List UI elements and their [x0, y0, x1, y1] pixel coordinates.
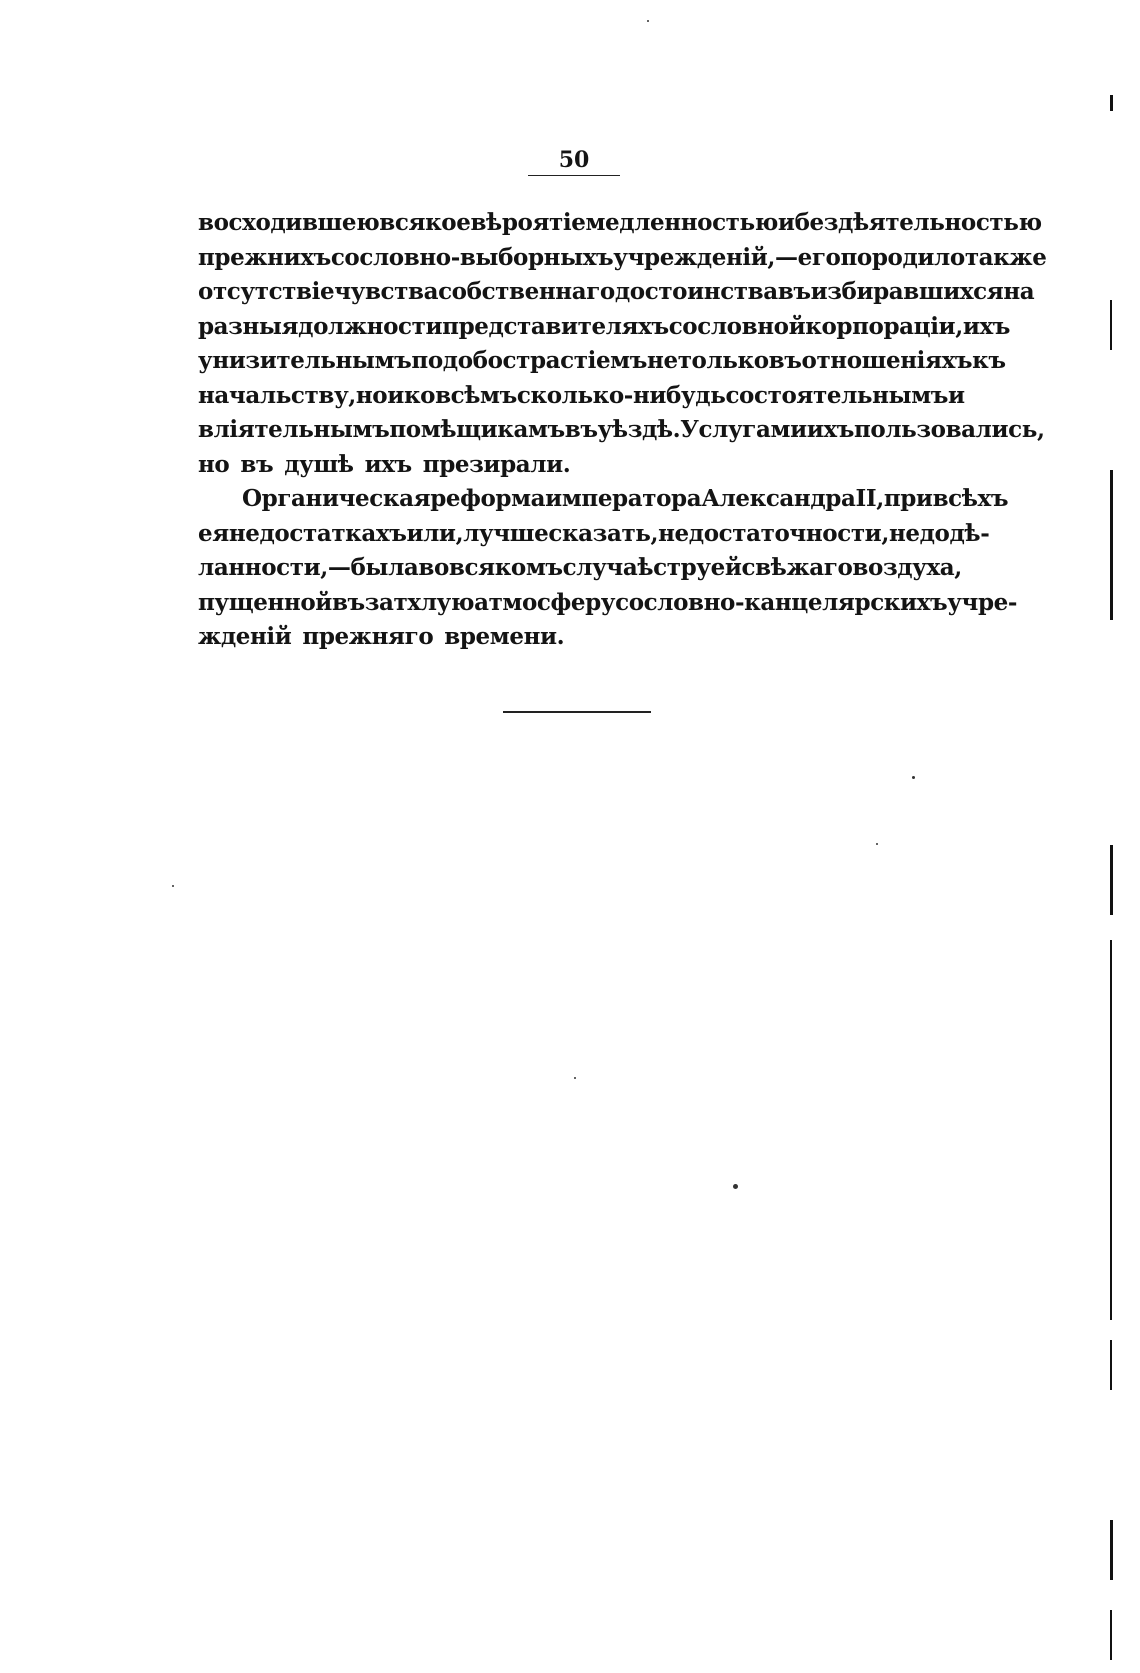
word: въ: [768, 347, 802, 374]
word: недодѣ-: [888, 519, 990, 547]
word: и: [387, 381, 404, 409]
text-line: [198, 586, 1018, 621]
word: лучше: [463, 519, 549, 547]
word: воздуха,: [852, 554, 962, 581]
word: избиравшихся: [810, 278, 1004, 305]
word: учре-: [947, 588, 1018, 616]
word: не: [647, 347, 678, 374]
scan-edge-mark: [1110, 845, 1113, 915]
word: ланности,: [198, 554, 328, 581]
word: всѣмъ: [435, 381, 517, 409]
word: только: [677, 347, 769, 374]
scan-edge-mark: [1110, 300, 1112, 350]
word: II,: [855, 485, 884, 512]
word: ко: [403, 381, 436, 409]
word: реформа: [430, 485, 546, 512]
word: сколько-нибудь: [516, 381, 726, 409]
word: во: [418, 554, 449, 581]
word: струей: [653, 554, 742, 581]
word: Услугами: [680, 416, 807, 443]
word: пущенной: [198, 588, 332, 616]
word: ихъ: [806, 416, 854, 443]
word: но: [198, 450, 230, 478]
word: ея: [198, 519, 229, 547]
text-line: [198, 482, 1009, 517]
word: должности: [298, 312, 443, 340]
word: отношеніяхъ: [801, 347, 973, 374]
word: —: [327, 554, 351, 581]
section-end-rule: [503, 711, 651, 713]
word: жденій: [198, 623, 292, 650]
scan-edge-mark: [1110, 940, 1112, 1320]
word: также: [964, 243, 1047, 271]
scan-speck: [647, 20, 649, 22]
word: сословно-выборныхъ: [330, 243, 614, 271]
scan-speck: [733, 1184, 738, 1189]
word: Александра: [701, 485, 856, 512]
word: и: [777, 209, 795, 236]
scan-speck: [912, 776, 915, 779]
word: сословно-канцелярскихъ: [615, 588, 948, 616]
word: уѣздѣ.: [597, 416, 681, 443]
word: презирали.: [422, 450, 571, 478]
word: ихъ: [364, 450, 412, 478]
word: всякое: [379, 209, 471, 236]
word: недостаткахъ: [228, 519, 407, 547]
word: отсутствіе: [198, 278, 335, 305]
word: корпораціи,: [805, 312, 963, 340]
word: была: [350, 554, 419, 581]
word: породило: [840, 243, 965, 271]
text-line: [198, 206, 1042, 241]
text-line: [198, 241, 1047, 276]
text-line: [198, 275, 1035, 310]
scan-edge-mark: [1110, 1340, 1112, 1390]
text-line: [198, 310, 1011, 345]
word: состоятельнымъ: [725, 381, 949, 409]
word: или,: [406, 519, 464, 547]
word: но: [355, 381, 388, 409]
word: вліятельнымъ: [198, 416, 390, 443]
word: Органическая: [242, 485, 431, 512]
word: помѣщикамъ: [389, 416, 565, 443]
word: пользовались,: [853, 416, 1045, 443]
page-number-underline: [528, 175, 620, 176]
word: на: [1003, 278, 1035, 305]
scan-speck: [172, 885, 174, 887]
word: представителяхъ: [442, 312, 669, 340]
word: и: [948, 381, 965, 409]
scan-edge-mark: [1110, 95, 1113, 111]
body-text: [198, 206, 1047, 655]
paragraph: [198, 482, 1018, 655]
scan-edge-mark: [1110, 1610, 1112, 1660]
word: прежнихъ: [198, 243, 331, 271]
word: начальству,: [198, 381, 356, 409]
word: атмосферу: [474, 588, 616, 616]
word: недостаточности,: [658, 519, 889, 547]
word: къ: [972, 347, 1006, 374]
word: при: [883, 485, 933, 512]
word: сказать,: [548, 519, 659, 547]
word: бездѣятельностью: [794, 209, 1042, 236]
word: разныя: [198, 312, 299, 340]
text-line: [198, 551, 962, 586]
word: достоинства: [614, 278, 778, 305]
word: вѣроятіе: [470, 209, 586, 236]
text-line: [198, 379, 965, 414]
word: учрежденій,—его: [613, 243, 841, 271]
page-number: 50: [558, 147, 590, 173]
text-line: [198, 344, 1006, 379]
word: въ: [331, 588, 365, 616]
word: всякомъ: [448, 554, 563, 581]
word: прежняго: [302, 623, 434, 650]
paragraph: [198, 206, 1047, 482]
word: въ: [240, 450, 274, 478]
word: свѣжаго: [741, 554, 853, 581]
word: душѣ: [284, 450, 354, 478]
word: императора: [545, 485, 702, 512]
text-line: [198, 620, 950, 655]
scan-edge-mark: [1110, 1520, 1113, 1580]
word: въ: [777, 278, 811, 305]
text-line: [198, 448, 950, 483]
scan-speck: [876, 843, 878, 845]
word: унизительнымъ: [198, 347, 412, 374]
word: въ: [564, 416, 598, 443]
word: чувства: [334, 278, 439, 305]
word: медленностью: [585, 209, 778, 236]
word: подобострастіемъ: [411, 347, 648, 374]
word: случаѣ: [562, 554, 654, 581]
scan-speck: [574, 1077, 576, 1079]
word: собственнаго: [438, 278, 615, 305]
word: восходившею: [198, 209, 380, 236]
word: всѣхъ: [932, 485, 1009, 512]
word: ихъ: [962, 312, 1011, 340]
word: сословной: [668, 312, 806, 340]
scan-edge-mark: [1110, 470, 1113, 620]
word: времени.: [444, 623, 565, 650]
word: затхлую: [364, 588, 475, 616]
text-line: [198, 413, 1045, 448]
text-line: [198, 517, 990, 552]
